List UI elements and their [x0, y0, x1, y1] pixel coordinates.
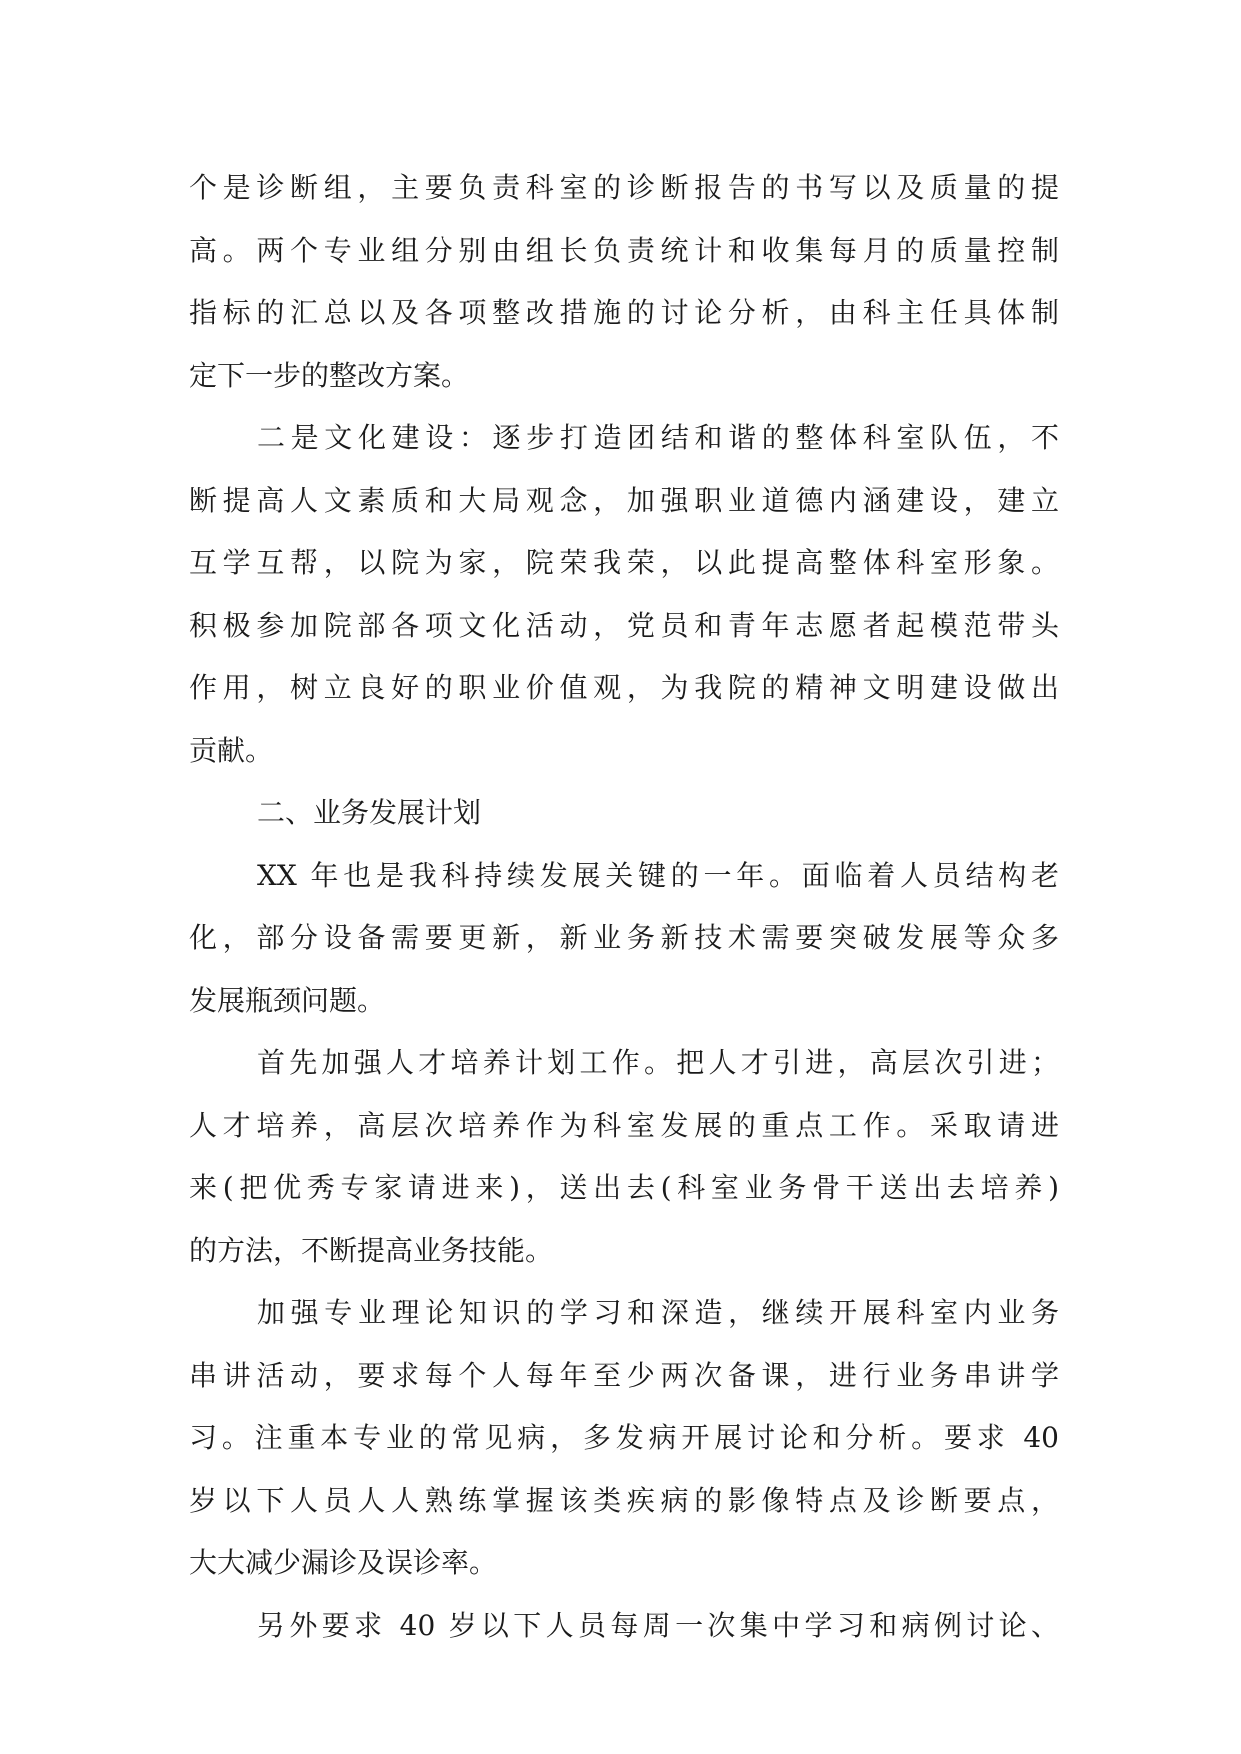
text-line: 个是诊断组，主要负责科室的诊断报告的书写以及质量的提	[189, 171, 1059, 204]
text-line: 发展瓶颈问题。	[189, 983, 386, 1017]
text-line: 贡献。	[189, 733, 274, 767]
paragraph-first-line: XX 年也是我科持续发展关键的一年。面临着人员结构老	[257, 858, 1059, 892]
text-line: 人才培养，高层次培养作为科室发展的重点工作。采取请进	[189, 1108, 1059, 1142]
text-line: 化，部分设备需要更新，新业务新技术需要突破发展等众多	[189, 921, 1059, 954]
text-line: 作用，树立良好的职业价值观，为我院的精神文明建设做出	[189, 671, 1059, 704]
text-line: 互学互帮，以院为家，院荣我荣，以此提高整体科室形象。	[189, 546, 1059, 579]
text-line: 的方法，不断提高业务技能。	[189, 1233, 554, 1267]
document-body	[189, 157, 1059, 1657]
text-line: 高。两个专业组分别由组长负责统计和收集每月的质量控制	[189, 233, 1059, 267]
text-line: 岁以下人员人人熟练掌握该类疾病的影像特点及诊断要点，	[189, 1483, 1059, 1517]
paragraph-first-line: 加强专业理论知识的学习和深造，继续开展科室内业务	[257, 1296, 1059, 1329]
paragraph-first-line: 首先加强人才培养计划工作。把人才引进，高层次引进；	[257, 1046, 1059, 1079]
section-heading: 二、业务发展计划	[257, 796, 482, 829]
text-line: 来(把优秀专家请进来)，送出去(科室业务骨干送出去培养)	[189, 1171, 1059, 1204]
text-line: 断提高人文素质和大局观念，加强职业道德内涵建设，建立	[189, 483, 1059, 517]
text-line: 定下一步的整改方案。	[189, 358, 470, 392]
paragraph-first-line: 另外要求 40 岁以下人员每周一次集中学习和病例讨论、	[257, 1608, 1059, 1642]
text-line: 大大减少漏诊及误诊率。	[189, 1546, 498, 1579]
text-line: 指标的汇总以及各项整改措施的讨论分析，由科主任具体制	[189, 296, 1059, 329]
paragraph-first-line: 二是文化建设：逐步打造团结和谐的整体科室队伍，不	[257, 421, 1059, 454]
text-line: 习。注重本专业的常见病，多发病开展讨论和分析。要求 40	[189, 1421, 1059, 1454]
text-line: 积极参加院部各项文化活动，党员和青年志愿者起模范带头	[189, 608, 1059, 642]
text-line: 串讲活动，要求每个人每年至少两次备课，进行业务串讲学	[189, 1358, 1059, 1392]
